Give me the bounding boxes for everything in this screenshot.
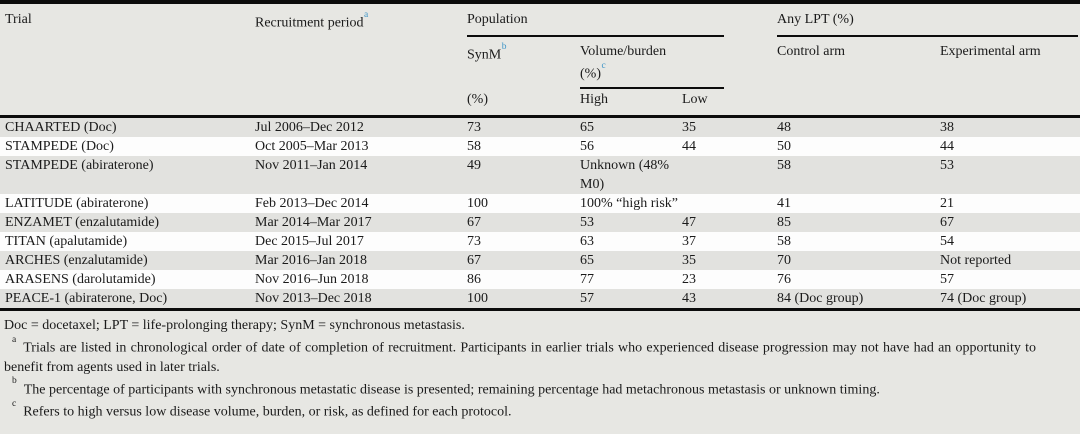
- table-footnotes: [0, 311, 1044, 422]
- col-header-high: High: [580, 92, 608, 108]
- cell-control-arm: 84 (Doc group): [772, 289, 935, 310]
- cell-control-arm: 76: [777, 272, 791, 288]
- col-header-synm: [462, 37, 575, 89]
- footnote-c-text: Refers to high versus low disease volume, burden, or risk, as defined for each protocol.: [23, 405, 512, 421]
- footnote-b-text: The percentage of participants with synchronous metastatic disease is presented; remaining percentage had metachronous metastasis or unknown timing.: [23, 382, 880, 398]
- cell-synm: 73: [467, 234, 481, 250]
- cell-synm: 67: [467, 253, 481, 269]
- cell-volume-high: 56: [580, 139, 594, 155]
- col-header-low: Low: [682, 92, 708, 108]
- table-row-peace-1: [0, 289, 1080, 310]
- cell-trial: ARCHES (enzalutamide): [5, 253, 148, 269]
- cell-trial: STAMPEDE (Doc): [5, 139, 114, 155]
- cell-volume-low: 35: [677, 117, 772, 138]
- cell-recruitment: Mar 2016–Jan 2018: [255, 253, 367, 269]
- cell-recruitment: Oct 2005–Mar 2013: [255, 139, 369, 155]
- cell-experimental-arm: 57: [940, 272, 954, 288]
- cell-recruitment: Jul 2006–Dec 2012: [250, 117, 462, 138]
- cell-synm: 49: [467, 158, 481, 174]
- population-group-rule: [467, 4, 724, 37]
- footnote-b: [4, 377, 1036, 400]
- population-group-label: Population: [467, 12, 528, 27]
- cell-experimental-arm: 67: [940, 215, 954, 231]
- table-row-titan: [0, 232, 1080, 251]
- cell-trial: LATITUDE (abiraterone): [5, 196, 149, 212]
- cell-control-arm: 48: [772, 117, 935, 138]
- cell-volume-high: 77: [580, 272, 594, 288]
- footnote-a: [4, 335, 1036, 377]
- col-header-recruitment: [250, 2, 462, 117]
- footnote-c: [4, 399, 1036, 422]
- cell-experimental-arm: 74 (Doc group): [935, 289, 1080, 310]
- col-header-trial-label: Trial: [5, 12, 32, 27]
- table-row-stampede-doc: [0, 137, 1080, 156]
- col-header-volume: [575, 37, 772, 89]
- cell-volume-low: 44: [682, 139, 696, 155]
- cell-recruitment: Nov 2016–Jun 2018: [255, 272, 369, 288]
- col-header-trial: [0, 2, 250, 117]
- cell-recruitment: Dec 2015–Jul 2017: [255, 234, 364, 250]
- col-header-synm-label: SynM: [467, 47, 502, 63]
- cell-trial: ARASENS (darolutamide): [5, 272, 156, 288]
- col-header-control-arm: Control arm: [777, 44, 846, 59]
- cell-control-arm: 58: [777, 158, 791, 174]
- table-body: [0, 117, 1080, 310]
- col-group-population: [462, 2, 772, 37]
- cell-synm: 86: [467, 272, 481, 288]
- cell-synm: 73: [462, 117, 575, 138]
- table-row-latitude: [0, 194, 1080, 213]
- footnote-a-text: Trials are listed in chronological order of date of completion of recruitment. Participants in earlier trials who experienced disease progression may not have had an opportunity to benefit from agents used in later trials.: [4, 340, 1036, 375]
- cell-volume-low: 43: [677, 289, 772, 310]
- cell-volume-low: 37: [682, 234, 696, 250]
- cell-trial: CHAARTED (Doc): [0, 117, 250, 138]
- cell-experimental-arm: 53: [940, 158, 954, 174]
- header-row-groups: [0, 2, 1080, 37]
- cell-volume-high: 65: [575, 117, 677, 138]
- cell-synm: 58: [467, 139, 481, 155]
- any-lpt-group-label: Any LPT (%): [777, 12, 854, 27]
- col-header-recruitment-label: Recruitment period: [255, 15, 364, 31]
- footnote-a-marker: a: [12, 334, 17, 345]
- table-header: [0, 2, 1080, 117]
- col-header-volume-line2: (%): [580, 66, 601, 82]
- footnote-b-marker: b: [12, 376, 17, 387]
- cell-volume-high: 53: [580, 215, 594, 231]
- cell-recruitment: Nov 2011–Jan 2014: [255, 158, 368, 174]
- cell-trial: PEACE-1 (abiraterone, Doc): [0, 289, 250, 310]
- cell-volume-high: 63: [580, 234, 594, 250]
- cell-synm: 100: [467, 196, 488, 212]
- table-row-chaarted: [0, 117, 1080, 138]
- cell-recruitment: Nov 2013–Dec 2018: [250, 289, 462, 310]
- table-row-enzamet: [0, 213, 1080, 232]
- cell-volume-low: 35: [682, 253, 696, 269]
- cell-experimental-arm: 21: [940, 196, 954, 212]
- cell-trial: TITAN (apalutamide): [5, 234, 128, 250]
- col-header-experimental-arm: Experimental arm: [940, 44, 1041, 59]
- cell-control-arm: 58: [777, 234, 791, 250]
- table-row-stampede-abiraterone: [0, 156, 1080, 194]
- cell-experimental-arm: 54: [940, 234, 954, 250]
- cell-control-arm: 85: [777, 215, 791, 231]
- cell-control-arm: 50: [777, 139, 791, 155]
- any-lpt-group-rule: [777, 4, 1078, 37]
- cell-control-arm: 70: [777, 253, 791, 269]
- footnote-marker-b: b: [501, 41, 507, 52]
- cell-trial: STAMPEDE (abiraterone): [5, 158, 154, 174]
- cell-experimental-arm: 38: [935, 117, 1080, 138]
- footnote-marker-c: c: [601, 60, 606, 71]
- cell-volume-text: Unknown (48% M0): [580, 158, 670, 193]
- cell-recruitment: Feb 2013–Dec 2014: [255, 196, 369, 212]
- cell-synm: 67: [467, 215, 481, 231]
- cell-experimental-arm: Not reported: [940, 253, 1012, 269]
- cell-volume-high: 57: [575, 289, 677, 310]
- cell-synm: 100: [462, 289, 575, 310]
- footnote-marker-a: a: [363, 9, 369, 20]
- footnote-c-marker: c: [12, 398, 17, 409]
- abbreviations-line: Doc = docetaxel; LPT = life-prolonging therapy; SynM = synchronous metastasis.: [4, 318, 465, 334]
- table-row-arches: [0, 251, 1080, 270]
- volume-header-rule: [580, 37, 724, 89]
- table-row-arasens: [0, 270, 1080, 289]
- cell-volume-merged: 100% “high risk”: [580, 196, 678, 212]
- cell-volume-low: 23: [682, 272, 696, 288]
- cell-volume-low: 47: [682, 215, 696, 231]
- cell-recruitment: Mar 2014–Mar 2017: [255, 215, 372, 231]
- cell-volume-high: 65: [580, 253, 594, 269]
- col-header-synm-unit: (%): [467, 92, 488, 108]
- cell-experimental-arm: 44: [940, 139, 954, 155]
- cell-control-arm: 41: [777, 196, 791, 212]
- cell-volume-merged: [575, 156, 772, 194]
- col-group-any-lpt: [772, 2, 1080, 37]
- cell-trial: ENZAMET (enzalutamide): [5, 215, 160, 231]
- col-header-volume-line1: Volume/burden: [580, 44, 667, 59]
